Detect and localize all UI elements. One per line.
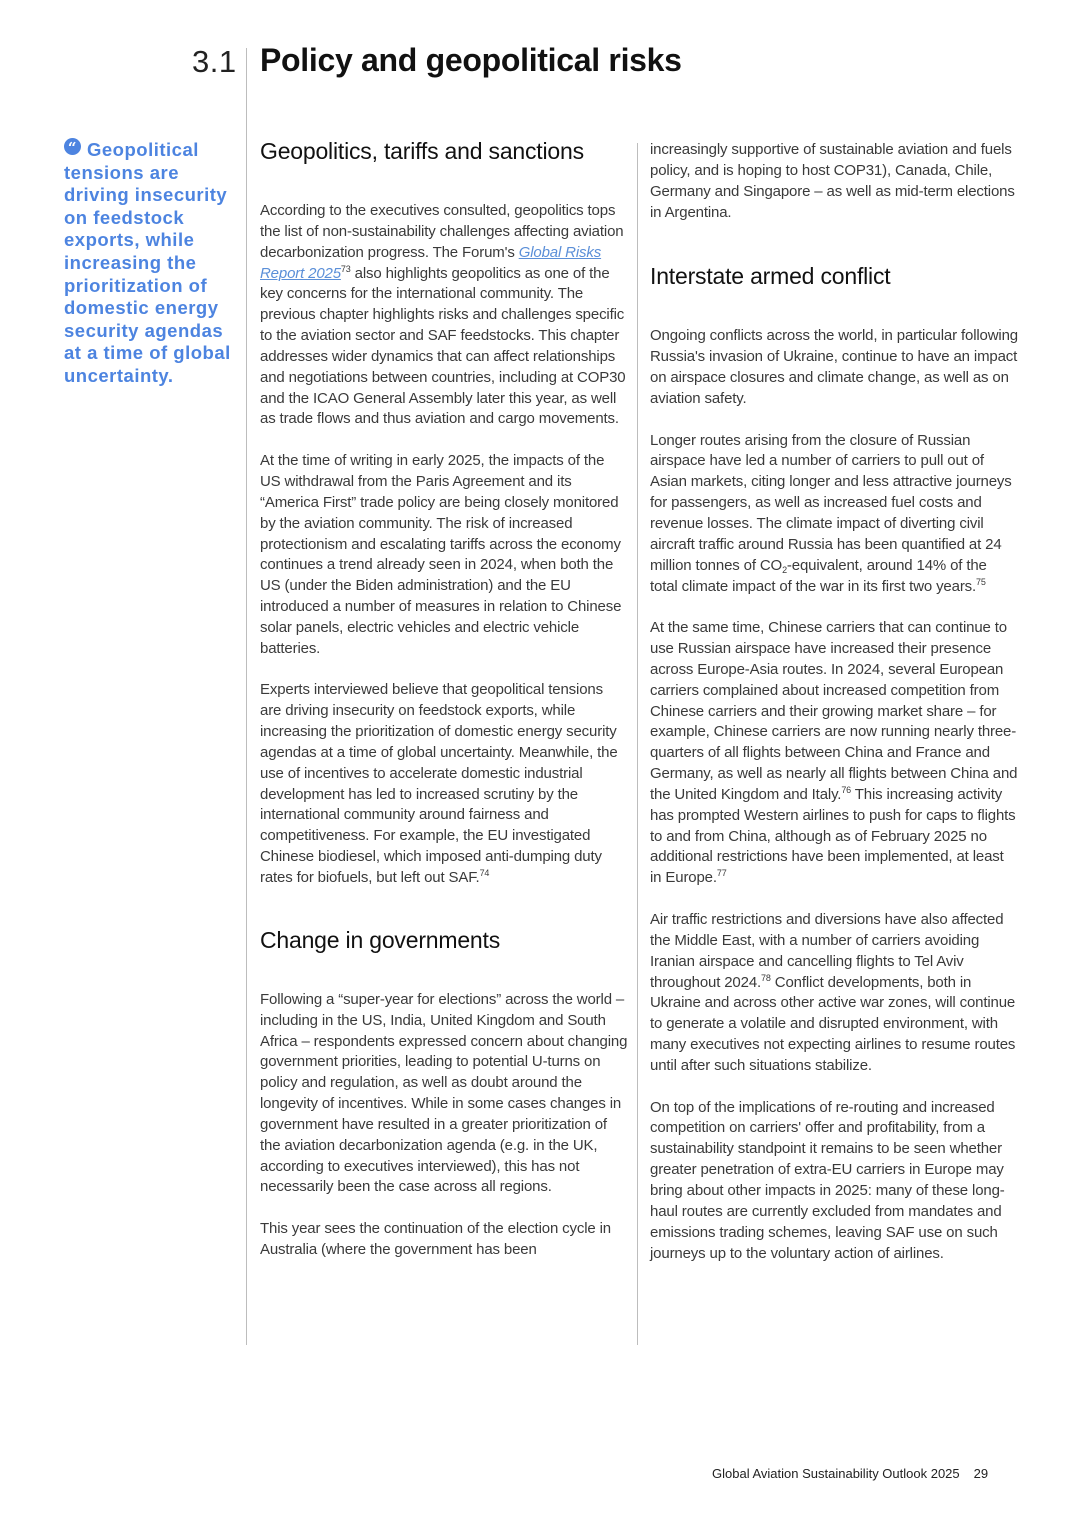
footnote-ref[interactable]: 77 (716, 868, 727, 879)
paragraph: At the same time, Chinese carriers that can continue to use Russian airspace have increased their presence across Europe-Asia routes. In 2024, several European carriers complained about increased competition from Chinese carriers and their growing market share – for example, Chinese carriers are now running nearly three-quarters of all flights between China and France and Germany, as well as nearly all flights between China and the United Kingdom and Italy.$^{76}$ This increasing activity has prompted Western airlines to push for caps to flights to and from China, although as of February 2025 no additional restrictions have been implemented, at least in Europe.$^{77}$ (650, 619, 1018, 887)
pull-quote-text: Geopolitical tensions are driving insecurity on feedstock exports, while increasing the prioritization of domestic energy security agendas at a time of global uncertainty. (64, 139, 231, 386)
publication-title: Global Aviation Sustainability Outlook 2025 (712, 1466, 960, 1481)
footnote-ref[interactable]: 78 (761, 972, 771, 983)
paragraph: Experts interviewed believe that geopolitical tensions are driving insecurity on feedstock exports, while increasing the prioritization of domestic energy security agendas at a time of global uncertainty. Meanwhile, the use of incentives to accelerate domestic industrial development has led to increased scrutiny by the international community around fairness and competitiveness. For example, the EU investigated Chinese biodiesel, which imposed anti-dumping duty rates for biofuels, but left out SAF.$^{74}$ (260, 681, 618, 886)
quote-icon: “ (64, 138, 81, 155)
page-footer (712, 1466, 988, 1481)
footnote-ref[interactable]: 74 (479, 868, 490, 878)
paragraph: At the time of writing in early 2025, the impacts of the US withdrawal from the Paris Agreement and its “America First” trade policy are being closely monitored by the aviation community. The risk of increased protectionism and escalating tariffs across the economy continues a trend already seen in 2024, when both the US (under the Biden administration) and the EU introduced a number of measures in relation to Chinese solar panels, electric vehicles and electric vehicle batteries. (260, 452, 622, 657)
paragraph: Following a “super-year for elections” across the world – including in the US, India, United Kingdom and South Africa – respondents expressed concern about changing government priorities, leading to potential U-turns on policy and regulation, as well as doubt around the longevity of incentives. While in some cases changes in government have resulted in a greater prioritization of the aviation decarbonization agenda (e.g. in the UK, according to executives interviewed), this has not necessarily been the case across all regions. (260, 990, 628, 1196)
section-number: 3.1 (192, 44, 237, 79)
footnote-ref[interactable]: 76 (841, 784, 852, 795)
pull-quote (64, 138, 236, 388)
paragraph: Air traffic restrictions and diversions have also affected the Middle East, with a number of carriers avoiding Iranian airspace and cancelling flights to Tel Aviv throughout 2024.78 Conflict developments, both in Ukraine and across other active war zones, will continue to generate a volatile and disrupted environment, with many executives not expecting airlines to resume routes until after such situations stabilize. (650, 911, 1016, 1074)
paragraph: increasingly supportive of sustainable aviation and fuels policy, and is hoping to host COP31), Canada, Chile, Germany and Singapore – as well as mid-term elections in Argentina. (650, 141, 1015, 221)
column-left (260, 138, 628, 1261)
paragraph: Ongoing conflicts across the world, in particular following Russia's invasion of Ukraine, continue to have an impact on airspace closures and climate change, as well as on aviation safety. (650, 327, 1018, 407)
column-right (650, 140, 1018, 1264)
paragraph: According to the executives consulted, geopolitics tops the list of non-sustainability challenges affecting aviation decarbonization progress. The Forum's Global Risks Report 2025$^{73}$ also highlights geopolitics as one of the key concerns for the international community. The previous chapter highlights risks and challenges specific to the aviation sector and SAF feedstocks. This chapter addresses wider dynamics that can affect relationships and negotiations between countries, including at COP30 and the ICAO General Assembly later this year, as well as trade flows and thus aviation and cargo movements. (260, 202, 626, 428)
paragraph: This year sees the continuation of the election cycle in Australia (where the government has been (260, 1220, 611, 1258)
footnote-ref[interactable]: 75 (976, 576, 986, 587)
footnote-ref[interactable]: 73 (340, 263, 351, 274)
heading-change-in-governments: Change in governments (260, 926, 501, 953)
paragraph: Longer routes arising from the closure of Russian airspace have led a number of carriers to pull out of Asian markets, citing longer and less attractive journeys for passengers, as well as increased fuel costs and revenue losses. The climate impact of diverting civil aircraft traffic around Russia has been quantified at 24 million tonnes of $CO_2$-equivalent, around 14% of the total climate impact of the war in its first two years.$^{75}$ (650, 431, 1012, 595)
page-title: Policy and geopolitical risks (260, 42, 682, 78)
heading-geopolitics: Geopolitics, tariffs and sanctions (260, 138, 584, 164)
column-divider (637, 143, 638, 1345)
global-risks-report-link[interactable]: Global Risks Report 2025 (260, 243, 602, 282)
page-number: 29 (973, 1466, 989, 1481)
heading-interstate-armed-conflict: Interstate armed conflict (650, 263, 891, 290)
header-divider (246, 48, 247, 1345)
paragraph: On top of the implications of re-routing and increased competition on carriers' offer and profitability, from a sustainability standpoint it remains to be seen whether greater penetration of extra-EU carriers in Europe may bring about other impacts in 2025: many of these long-haul routes are currently excluded from mandates and emissions trading schemes, leaving SAF use on such journeys up to the voluntary action of airlines. (650, 1098, 1005, 1262)
